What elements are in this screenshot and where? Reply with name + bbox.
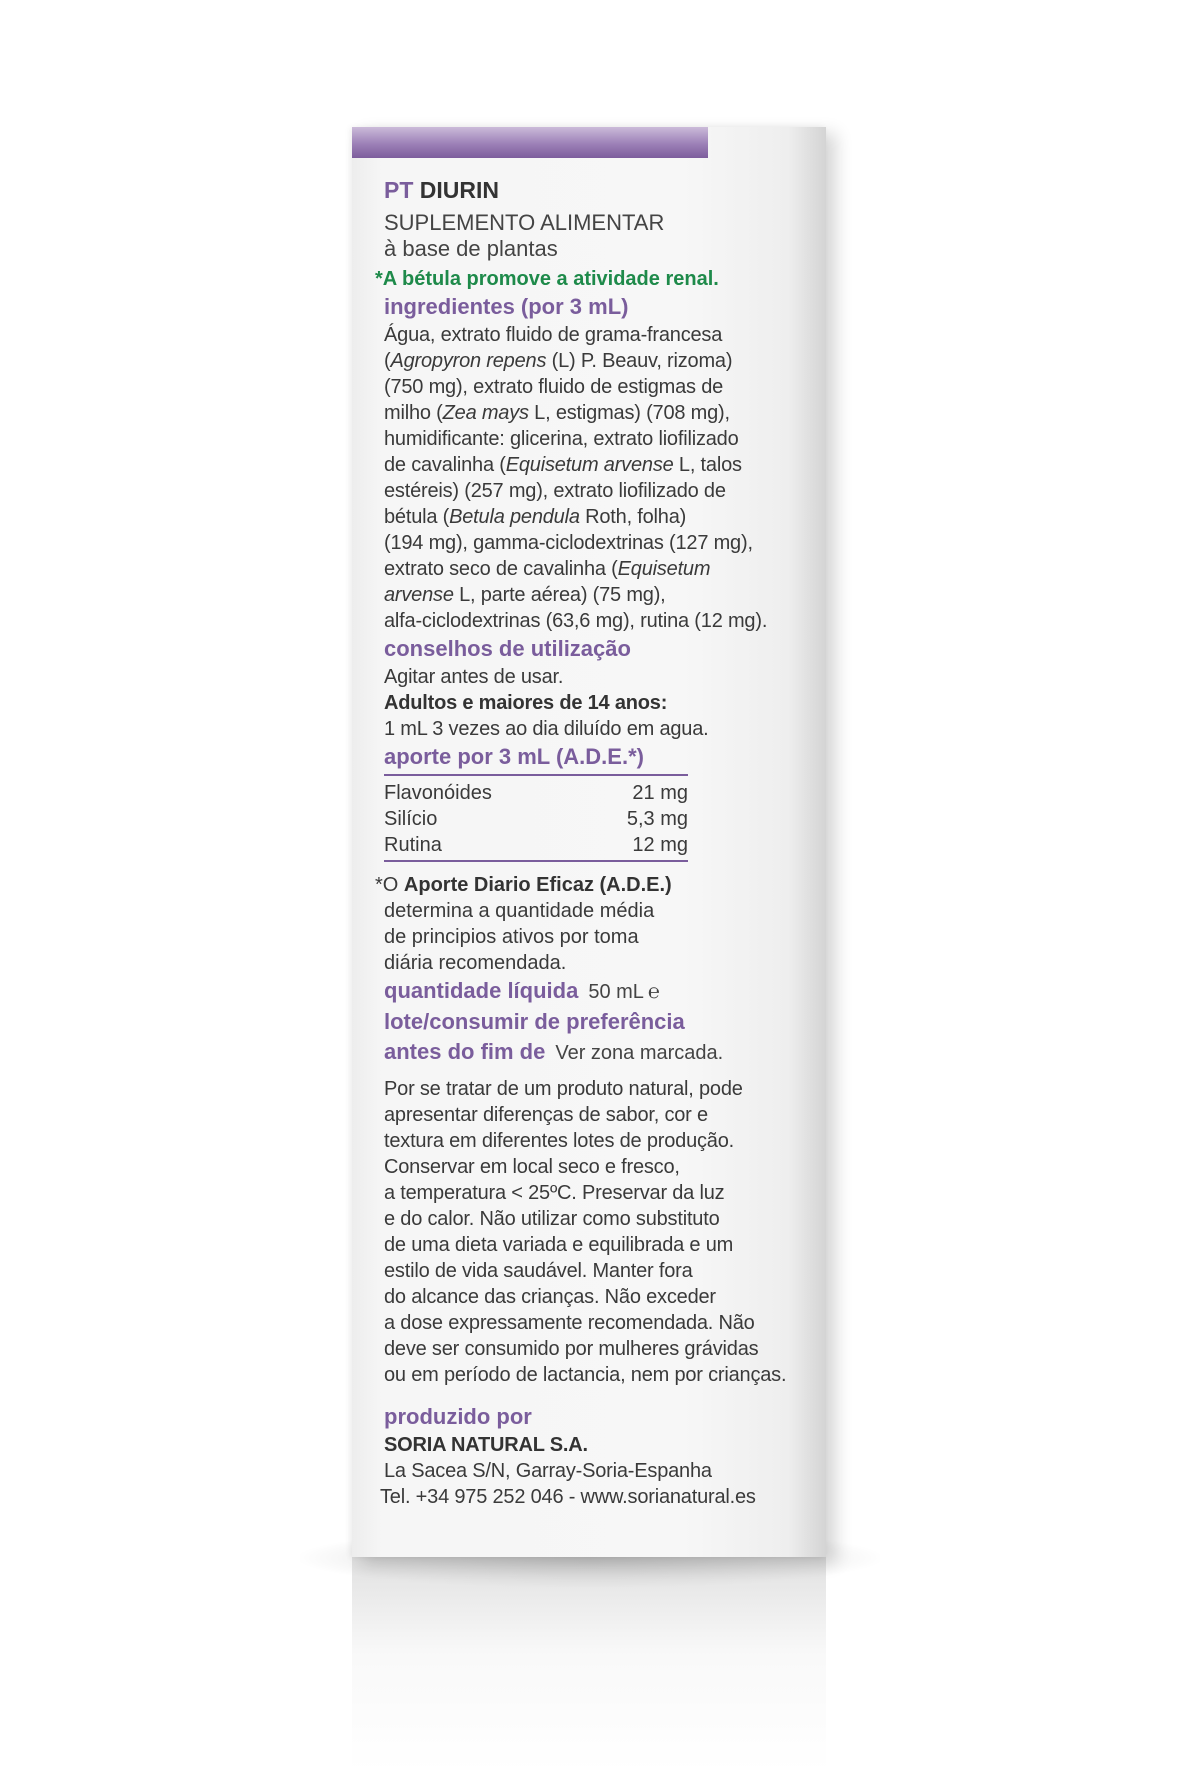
brand-line [384, 176, 814, 204]
ingredients-line: alfa-ciclodextrinas (63,6 mg), rutina (12 mg). [384, 610, 768, 632]
ingredients-line: estéreis) (257 mg), extrato liofilizado de [384, 480, 726, 502]
lot-heading-2: antes do fim de [384, 1039, 546, 1064]
note-prefix: *O [375, 874, 404, 896]
warning-line: textura em diferentes lotes de produção. [384, 1130, 734, 1152]
warning-line: apresentar diferenças de sabor, cor e [384, 1104, 708, 1126]
row-value: 21 mg [632, 782, 688, 804]
lot-row [384, 1037, 814, 1068]
usage-line3: 1 mL 3 vezes ao dia diluído em agua. [384, 718, 709, 740]
row-value: 5,3 mg [626, 808, 688, 830]
botanical-name: Betula pendula [449, 506, 580, 528]
ingredients-line: (194 mg), gamma-ciclodextrinas (127 mg), [384, 532, 753, 554]
ingredients-line: (Agropyron repens (L) P. Beauv, rizoma) [384, 350, 733, 372]
lang-code: PT [384, 177, 414, 203]
ingredients-heading: ingredientes (por 3 mL) [384, 294, 629, 319]
note-line: determina a quantidade média [384, 900, 655, 922]
ingredients-line: de cavalinha (Equisetum arvense L, talos [384, 454, 742, 476]
health-claim: *A bétula promove a atividade renal. [375, 268, 719, 290]
table-row [384, 832, 688, 858]
subtitle-line1: SUPLEMENTO ALIMENTAR [384, 210, 665, 235]
note-bold: Aporte Diario Eficaz (A.D.E.) [403, 874, 672, 896]
warning-line: deve ser consumido por mulheres grávidas [384, 1338, 759, 1360]
warning-line: ou em período de lactancia, nem por crianças. [384, 1364, 787, 1386]
note-line: diária recomendada. [384, 952, 567, 974]
warning-line: e do calor. Não utilizar como substituto [384, 1208, 720, 1230]
botanical-name: Zea mays [442, 402, 529, 424]
estimated-sign-icon: ℮ [647, 981, 660, 1003]
table-row [384, 780, 688, 806]
ingredients-line: extrato seco de cavalinha (Equisetum [384, 558, 711, 580]
producer-company: SORIA NATURAL S.A. [384, 1434, 588, 1456]
botanical-name: Equisetum [617, 558, 711, 580]
ingredients-line: (750 mg), extrato fluido de estigmas de [384, 376, 724, 398]
aporte-heading: aporte por 3 mL (A.D.E.*) [384, 744, 644, 769]
usage-line1: Agitar antes de usar. [384, 666, 564, 688]
aporte-table [384, 774, 688, 862]
ingredients-line: bétula (Betula pendula Roth, folha) [384, 506, 687, 528]
warning-line: de uma dieta variada e equilibrada e um [384, 1234, 734, 1256]
lot-value: Ver zona marcada. [555, 1042, 724, 1064]
quantity-row [384, 976, 814, 1007]
product-name: DIURIN [419, 177, 500, 203]
ingredients-line: Água, extrato fluido de grama-francesa [384, 324, 723, 346]
table-row [384, 806, 688, 832]
label-text [375, 176, 814, 1510]
botanical-name: Equisetum arvense [505, 454, 674, 476]
quantity-value: 50 mL [588, 981, 644, 1003]
row-value: 12 mg [632, 834, 688, 856]
warning-line: Por se tratar de um produto natural, pode [384, 1078, 743, 1100]
usage-line2: Adultos e maiores de 14 anos: [384, 692, 668, 714]
warning-line: a dose expressamente recomendada. Não [384, 1312, 755, 1334]
botanical-name: Agropyron repens [390, 350, 547, 372]
purple-band [352, 127, 708, 158]
ade-note [375, 872, 814, 976]
spacer [384, 1068, 814, 1076]
warning-line: estilo de vida saudável. Manter fora [384, 1260, 693, 1282]
usage-heading: conselhos de utilização [384, 636, 631, 661]
spacer [384, 1388, 814, 1402]
ingredients-line: arvense L, parte aérea) (75 mg), [384, 584, 666, 606]
warnings-text [384, 1076, 814, 1388]
ingredients-text [384, 322, 814, 634]
producer-contact: Tel. +34 975 252 046 - www.sorianatural.es [380, 1486, 756, 1508]
row-name: Flavonóides [384, 782, 492, 804]
lot-heading-1: lote/consumir de preferência [384, 1009, 685, 1034]
subtitle-line2: à base de plantas [384, 236, 558, 261]
producer-heading: produzido por [384, 1404, 532, 1429]
producer-address: La Sacea S/N, Garray-Soria-Espanha [384, 1460, 712, 1482]
box-reflection [352, 1557, 826, 1772]
note-line: de principios ativos por toma [384, 926, 639, 948]
warning-line: Conservar em local seco e fresco, [384, 1156, 680, 1178]
quantity-heading: quantidade líquida [384, 978, 579, 1003]
row-name: Silício [384, 808, 438, 830]
ingredients-line: milho (Zea mays L, estigmas) (708 mg), [384, 402, 730, 424]
ingredients-line: humidificante: glicerina, extrato liofilizado [384, 428, 739, 450]
warning-line: do alcance das crianças. Não exceder [384, 1286, 716, 1308]
warning-line: a temperatura < 25ºC. Preservar da luz [384, 1182, 725, 1204]
botanical-name: arvense [384, 584, 454, 606]
row-name: Rutina [384, 834, 442, 856]
